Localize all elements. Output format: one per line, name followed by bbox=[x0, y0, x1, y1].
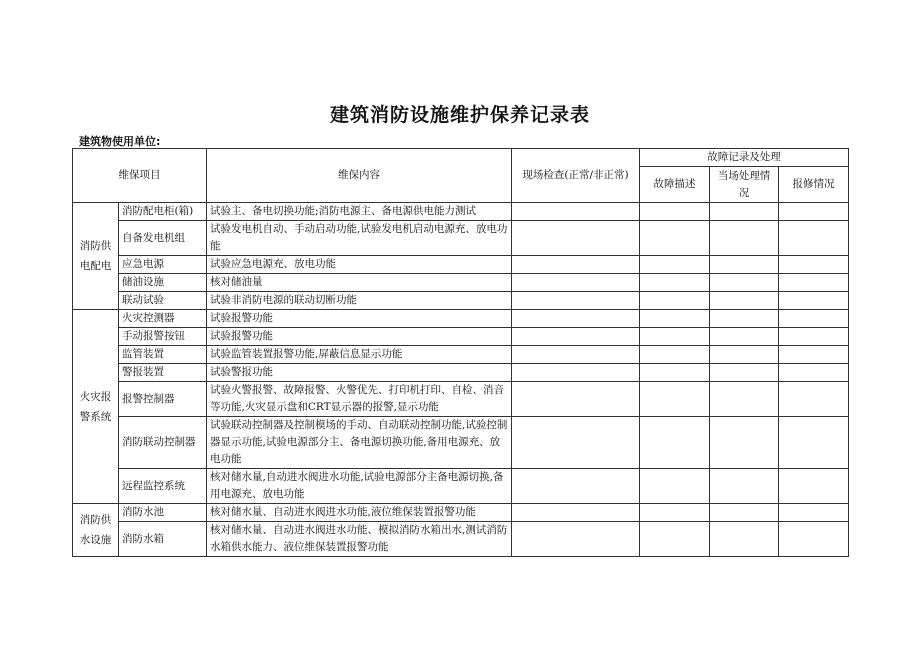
fault-desc-cell[interactable] bbox=[640, 256, 710, 274]
onsite-cell[interactable] bbox=[710, 292, 779, 310]
onsite-cell[interactable] bbox=[710, 221, 779, 256]
check-cell[interactable] bbox=[512, 346, 640, 364]
content-cell: 试验发电机自动、手动启动功能,试验发电机启动电源充、放电功能 bbox=[207, 221, 512, 256]
check-cell[interactable] bbox=[512, 221, 640, 256]
repair-cell[interactable] bbox=[779, 328, 849, 346]
maintenance-record-table bbox=[72, 148, 849, 557]
check-cell[interactable] bbox=[512, 522, 640, 557]
onsite-cell[interactable] bbox=[710, 346, 779, 364]
header-content: 维保内容 bbox=[207, 149, 512, 203]
onsite-cell[interactable] bbox=[710, 310, 779, 328]
header-check: 现场检查(正常/非正常) bbox=[512, 149, 640, 203]
onsite-cell[interactable] bbox=[710, 469, 779, 504]
item-cell: 火灾控测器 bbox=[119, 310, 207, 328]
item-cell: 消防水池 bbox=[119, 504, 207, 522]
check-cell[interactable] bbox=[512, 310, 640, 328]
content-cell: 核对储水量、自动进水阀进水功能,液位维保装置报警功能 bbox=[207, 504, 512, 522]
fault-desc-cell[interactable] bbox=[640, 221, 710, 256]
content-cell: 核对储水量,自动进水阀进水功能,试验电源部分主备电源切换,备用电源充、放电功能 bbox=[207, 469, 512, 504]
onsite-cell[interactable] bbox=[710, 522, 779, 557]
onsite-cell[interactable] bbox=[710, 382, 779, 417]
onsite-cell[interactable] bbox=[710, 274, 779, 292]
content-cell: 核对储油量 bbox=[207, 274, 512, 292]
content-cell: 核对储水量、自动进水阀进水功能、模拟消防水箱出水,测试消防水箱供水能力、液位维保装置报警功能 bbox=[207, 522, 512, 557]
header-repair: 报修情况 bbox=[779, 167, 849, 203]
content-cell: 试验非消防电源的联动切断功能 bbox=[207, 292, 512, 310]
category-power: 消防供电配电 bbox=[73, 203, 119, 310]
fault-desc-cell[interactable] bbox=[640, 346, 710, 364]
content-cell: 试验报警功能 bbox=[207, 310, 512, 328]
check-cell[interactable] bbox=[512, 469, 640, 504]
item-cell: 储油设施 bbox=[119, 274, 207, 292]
onsite-cell[interactable] bbox=[710, 203, 779, 221]
item-cell: 消防联动控制器 bbox=[119, 417, 207, 469]
item-cell: 消防配电柜(箱) bbox=[119, 203, 207, 221]
repair-cell[interactable] bbox=[779, 522, 849, 557]
content-cell: 试验报警功能 bbox=[207, 328, 512, 346]
check-cell[interactable] bbox=[512, 256, 640, 274]
fault-desc-cell[interactable] bbox=[640, 382, 710, 417]
check-cell[interactable] bbox=[512, 292, 640, 310]
repair-cell[interactable] bbox=[779, 203, 849, 221]
item-cell: 联动试验 bbox=[119, 292, 207, 310]
header-fault-desc: 故障描述 bbox=[640, 167, 710, 203]
fault-desc-cell[interactable] bbox=[640, 504, 710, 522]
repair-cell[interactable] bbox=[779, 504, 849, 522]
fault-desc-cell[interactable] bbox=[640, 328, 710, 346]
page-title: 建筑消防设施维护保养记录表 bbox=[329, 104, 590, 126]
item-cell: 手动报警按钮 bbox=[119, 328, 207, 346]
fault-desc-cell[interactable] bbox=[640, 274, 710, 292]
check-cell[interactable] bbox=[512, 274, 640, 292]
check-cell[interactable] bbox=[512, 382, 640, 417]
onsite-cell[interactable] bbox=[710, 328, 779, 346]
check-cell[interactable] bbox=[512, 364, 640, 382]
repair-cell[interactable] bbox=[779, 346, 849, 364]
item-cell: 警报装置 bbox=[119, 364, 207, 382]
check-cell[interactable] bbox=[512, 203, 640, 221]
onsite-cell[interactable] bbox=[710, 364, 779, 382]
repair-cell[interactable] bbox=[779, 292, 849, 310]
fault-desc-cell[interactable] bbox=[640, 469, 710, 504]
item-cell: 监管装置 bbox=[119, 346, 207, 364]
header-item: 维保项目 bbox=[73, 149, 207, 203]
onsite-cell[interactable] bbox=[710, 417, 779, 469]
category-fire-alarm: 火灾报警系统 bbox=[73, 310, 119, 504]
fault-desc-cell[interactable] bbox=[640, 203, 710, 221]
repair-cell[interactable] bbox=[779, 274, 849, 292]
content-cell: 试验警报功能 bbox=[207, 364, 512, 382]
repair-cell[interactable] bbox=[779, 469, 849, 504]
item-cell: 消防水箱 bbox=[119, 522, 207, 557]
check-cell[interactable] bbox=[512, 417, 640, 469]
fault-desc-cell[interactable] bbox=[640, 292, 710, 310]
content-cell: 试验火警报警、故障报警、火警优先、打印机打印、自检、消音等功能,火灾显示盘和CRT显示器的报警,显示功能 bbox=[207, 382, 512, 417]
content-cell: 试验联动控制器及控制模场的手动、自动联动控制功能,试验控制器显示功能,试验电源部分主、备电源切换功能,备用电源充、放电功能 bbox=[207, 417, 512, 469]
content-cell: 试验主、备电切换功能;消防电源主、备电源供电能力测试 bbox=[207, 203, 512, 221]
item-cell: 报警控制器 bbox=[119, 382, 207, 417]
repair-cell[interactable] bbox=[779, 310, 849, 328]
content-cell: 试验监管装置报警功能,屏蔽信息显示功能 bbox=[207, 346, 512, 364]
repair-cell[interactable] bbox=[779, 256, 849, 274]
onsite-cell[interactable] bbox=[710, 504, 779, 522]
item-cell: 应急电源 bbox=[119, 256, 207, 274]
repair-cell[interactable] bbox=[779, 221, 849, 256]
category-water-supply: 消防供水设施 bbox=[73, 504, 119, 557]
fault-desc-cell[interactable] bbox=[640, 364, 710, 382]
header-fault-group: 故障记录及处理 bbox=[640, 149, 849, 167]
item-cell: 远程监控系统 bbox=[119, 469, 207, 504]
item-cell: 自备发电机组 bbox=[119, 221, 207, 256]
check-cell[interactable] bbox=[512, 328, 640, 346]
repair-cell[interactable] bbox=[779, 417, 849, 469]
fault-desc-cell[interactable] bbox=[640, 522, 710, 557]
fault-desc-cell[interactable] bbox=[640, 417, 710, 469]
repair-cell[interactable] bbox=[779, 382, 849, 417]
content-cell: 试验应急电源充、放电功能 bbox=[207, 256, 512, 274]
header-onsite: 当场处理情况 bbox=[710, 167, 779, 203]
unit-label: 建筑物使用单位: bbox=[79, 135, 161, 148]
check-cell[interactable] bbox=[512, 504, 640, 522]
fault-desc-cell[interactable] bbox=[640, 310, 710, 328]
repair-cell[interactable] bbox=[779, 364, 849, 382]
onsite-cell[interactable] bbox=[710, 256, 779, 274]
